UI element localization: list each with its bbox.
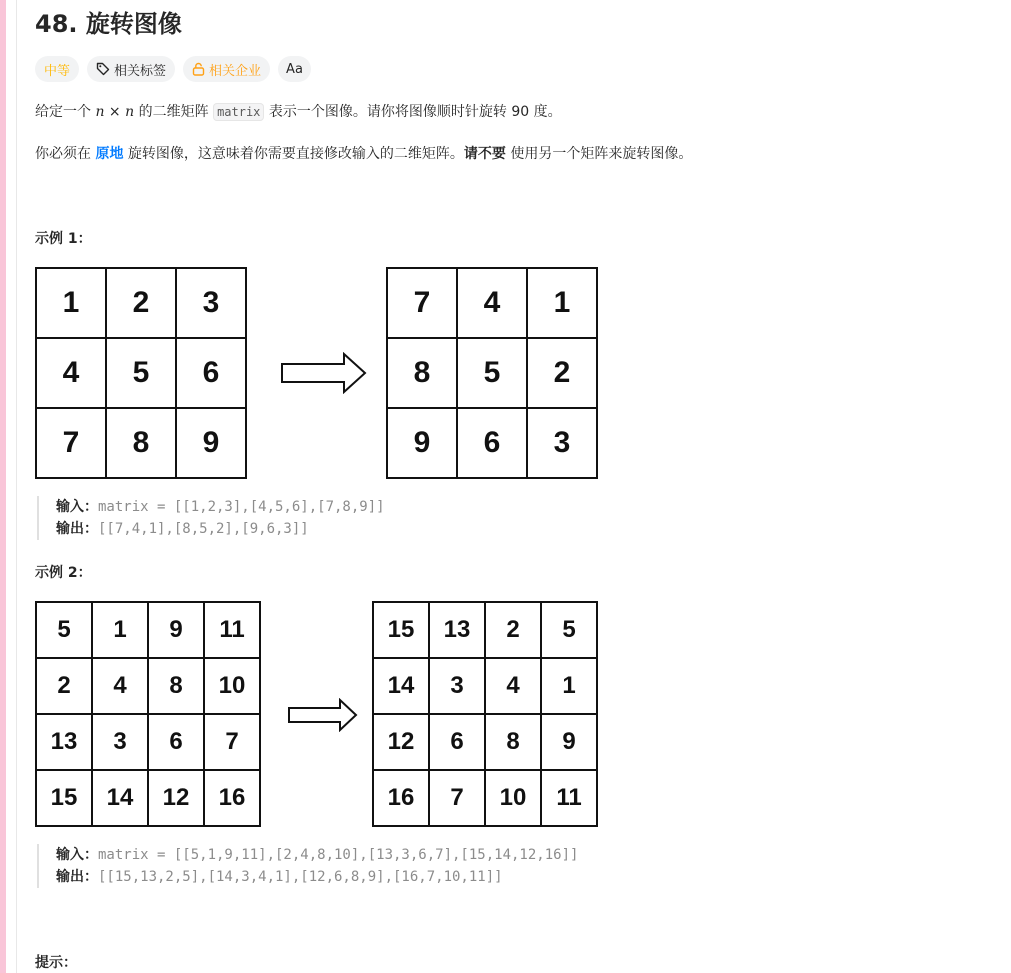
example-2-heading: 示例 2： [35, 565, 92, 581]
left-edge-bar [0, 0, 6, 973]
desc-text: 给定一个 [35, 104, 96, 120]
matrix-cell: 1 [528, 269, 598, 339]
output-value: [[15,13,2,5],[14,3,4,1],[12,6,8,9],[16,7,10,11]] [98, 869, 503, 885]
translate-icon: Aa [286, 61, 303, 77]
example-1-heading: 示例 1： [35, 231, 92, 247]
output-label: 输出： [56, 869, 98, 885]
example-1-output-line [56, 518, 385, 540]
output-label: 输出： [56, 521, 98, 537]
matrix-cell: 6 [458, 409, 528, 479]
desc-text: 你必须在 [35, 146, 96, 162]
matrix-cell: 9 [388, 409, 458, 479]
desc-text: 使用另一个矩阵来旋转图像。 [505, 146, 693, 162]
matrix-cell: 2 [486, 603, 542, 659]
matrix-cell: 9 [149, 603, 205, 659]
matrix-cell: 2 [528, 339, 598, 409]
matrix-cell: 6 [177, 339, 247, 409]
example-1-output-grid [386, 267, 598, 479]
translate-button[interactable] [278, 56, 311, 82]
description-paragraph-2 [35, 143, 692, 165]
matrix-cell: 6 [149, 715, 205, 771]
matrix-cell: 7 [388, 269, 458, 339]
related-companies-label: 相关企业 [209, 63, 262, 79]
matrix-cell: 8 [388, 339, 458, 409]
matrix-cell: 5 [458, 339, 528, 409]
matrix-cell: 8 [149, 659, 205, 715]
matrix-cell: 7 [430, 771, 486, 827]
left-divider [16, 0, 17, 973]
difficulty-badge: 中等 [35, 56, 79, 82]
input-label: 输入： [56, 499, 98, 515]
example-2-input-line [56, 844, 578, 866]
desc-text: 的二维矩阵 [134, 104, 214, 120]
matrix-cell: 11 [542, 771, 598, 827]
matrix-cell: 15 [37, 771, 93, 827]
example-1-io-block [37, 496, 385, 540]
matrix-cell: 4 [93, 659, 149, 715]
example-1-input-line [56, 496, 385, 518]
matrix-cell: 16 [205, 771, 261, 827]
matrix-cell: 10 [205, 659, 261, 715]
example-2-output-grid [372, 601, 598, 827]
matrix-cell: 1 [542, 659, 598, 715]
lock-icon [192, 62, 205, 76]
arrow-right-icon [288, 698, 358, 732]
matrix-cell: 3 [528, 409, 598, 479]
matrix-cell: 4 [486, 659, 542, 715]
example-2-output-line [56, 866, 578, 888]
matrix-cell: 7 [205, 715, 261, 771]
matrix-cell: 5 [37, 603, 93, 659]
example-2-input-grid [35, 601, 261, 827]
hints-heading: 提示： [35, 955, 77, 971]
matrix-cell: 13 [37, 715, 93, 771]
related-tags-label: 相关标签 [114, 63, 167, 79]
desc-bold: 请不要 [463, 146, 506, 162]
matrix-cell: 7 [37, 409, 107, 479]
matrix-cell: 1 [93, 603, 149, 659]
matrix-cell: 3 [177, 269, 247, 339]
times-sign: × [104, 104, 126, 120]
matrix-cell: 8 [486, 715, 542, 771]
example-2-io-block [37, 844, 578, 888]
related-tags-button[interactable] [87, 56, 175, 82]
inline-code-matrix: matrix [213, 103, 264, 121]
matrix-cell: 6 [430, 715, 486, 771]
var-n: n [95, 104, 105, 120]
matrix-cell: 12 [374, 715, 430, 771]
matrix-cell: 3 [93, 715, 149, 771]
matrix-cell: 2 [37, 659, 93, 715]
related-companies-button[interactable] [183, 56, 270, 82]
input-value: matrix = [[1,2,3],[4,5,6],[7,8,9]] [98, 499, 385, 515]
matrix-cell: 5 [107, 339, 177, 409]
in-place-link[interactable]: 原地 [95, 146, 124, 162]
matrix-cell: 9 [542, 715, 598, 771]
matrix-cell: 4 [37, 339, 107, 409]
matrix-cell: 3 [430, 659, 486, 715]
tag-icon [96, 62, 110, 76]
matrix-cell: 1 [37, 269, 107, 339]
matrix-cell: 4 [458, 269, 528, 339]
input-value: matrix = [[5,1,9,11],[2,4,8,10],[13,3,6,7],[15,14,12,16]] [98, 847, 579, 863]
output-value: [[7,4,1],[8,5,2],[9,6,3]] [98, 521, 309, 537]
matrix-cell: 2 [107, 269, 177, 339]
input-label: 输入： [56, 847, 98, 863]
matrix-cell: 15 [374, 603, 430, 659]
matrix-cell: 14 [374, 659, 430, 715]
matrix-cell: 14 [93, 771, 149, 827]
matrix-cell: 12 [149, 771, 205, 827]
matrix-cell: 10 [486, 771, 542, 827]
desc-text: 旋转图像，这意味着你需要直接修改输入的二维矩阵。 [123, 146, 464, 162]
tag-row [35, 56, 311, 82]
matrix-cell: 16 [374, 771, 430, 827]
description-paragraph-1 [35, 101, 562, 123]
matrix-cell: 11 [205, 603, 261, 659]
var-n: n [125, 104, 135, 120]
matrix-cell: 13 [430, 603, 486, 659]
problem-title: 48. 旋转图像 [35, 10, 182, 38]
arrow-right-icon [281, 352, 367, 394]
desc-text: 表示一个图像。请你将图像顺时针旋转 90 度。 [264, 104, 562, 120]
matrix-cell: 9 [177, 409, 247, 479]
example-1-input-grid [35, 267, 247, 479]
matrix-cell: 5 [542, 603, 598, 659]
matrix-cell: 8 [107, 409, 177, 479]
